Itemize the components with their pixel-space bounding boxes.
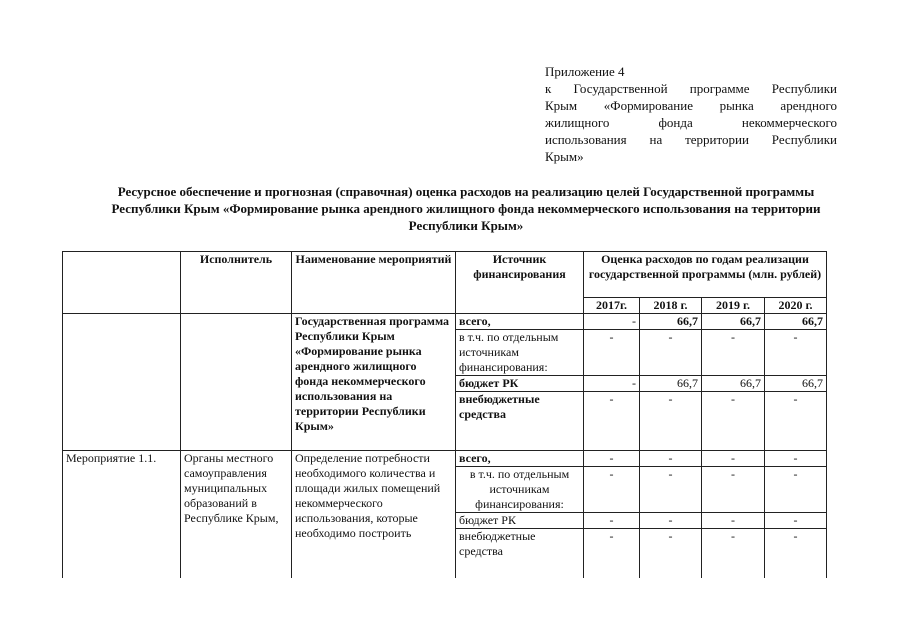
document-title: Ресурсное обеспечение и прогнозная (справочная) оценка расходов на реализацию целей Государственной программы Республики Крым «Формирование рынка арендного жилищного фонда некоммерческого использования на территории Республики Крым» (111, 184, 821, 233)
appendix-line-3: Крым «Формирование рынка арендного (545, 98, 837, 113)
program-budget-2020: 66,7 (765, 376, 827, 392)
header-year-2019: 2019 г. (702, 298, 765, 314)
event-source-total: всего, (456, 451, 584, 467)
event-total-2017: - (584, 451, 640, 467)
program-extrabudget-2019: - (702, 392, 765, 451)
table-row (63, 314, 827, 330)
program-executor-cell (181, 314, 292, 451)
appendix-line-4: жилищного фонда некоммерческого (545, 115, 837, 130)
header-row-1 (63, 252, 827, 298)
program-breakdown-2018: - (640, 330, 702, 376)
program-name: Государственная программа Республики Крым «Формирование рынка арендного жилищного фонда некоммерческого использования на территории Республики Крым» (292, 314, 456, 451)
event-extrabudget-2020: - (765, 529, 827, 590)
program-source-budget: бюджет РК (456, 376, 584, 392)
appendix-line-5: использования на территории Республики (545, 132, 837, 147)
event-name: Определение потребности необходимого количества и площади жилых помещений некоммерческого использования, которые необходимо построить (292, 451, 456, 590)
program-empty-cell (63, 314, 181, 451)
event-budget-2017: - (584, 513, 640, 529)
program-total-2019: 66,7 (702, 314, 765, 330)
header-year-2018: 2018 г. (640, 298, 702, 314)
event-source-breakdown: в т.ч. по отдельным источникам финансирования: (456, 467, 584, 513)
event-source-budget: бюджет РК (456, 513, 584, 529)
appendix-line-1: Приложение 4 (545, 64, 625, 79)
event-total-2019: - (702, 451, 765, 467)
event-breakdown-2019: - (702, 467, 765, 513)
resource-table (62, 251, 827, 590)
event-source-extrabudget: внебюджетные средства (456, 529, 584, 590)
header-year-2020: 2020 г. (765, 298, 827, 314)
event-breakdown-2017: - (584, 467, 640, 513)
event-executor: Органы местного самоуправления муниципальных образований в Республике Крым, (181, 451, 292, 590)
event-extrabudget-2017: - (584, 529, 640, 590)
event-label: Мероприятие 1.1. (63, 451, 181, 590)
event-extrabudget-2018: - (640, 529, 702, 590)
event-budget-2019: - (702, 513, 765, 529)
program-budget-2019: 66,7 (702, 376, 765, 392)
program-breakdown-2019: - (702, 330, 765, 376)
page-bottom-margin (0, 578, 905, 640)
program-breakdown-2017: - (584, 330, 640, 376)
table-row (63, 451, 827, 467)
event-breakdown-2020: - (765, 467, 827, 513)
program-budget-2017: - (584, 376, 640, 392)
appendix-line-6: Крым» (545, 149, 584, 164)
event-total-2018: - (640, 451, 702, 467)
event-extrabudget-2019: - (702, 529, 765, 590)
program-total-2018: 66,7 (640, 314, 702, 330)
event-total-2020: - (765, 451, 827, 467)
program-total-2017: - (584, 314, 640, 330)
event-breakdown-2018: - (640, 467, 702, 513)
program-breakdown-2020: - (765, 330, 827, 376)
header-source: Источник финансирования (456, 252, 584, 314)
event-budget-2020: - (765, 513, 827, 529)
header-year-2017: 2017г. (584, 298, 640, 314)
program-source-extrabudget: внебюджетные средства (456, 392, 584, 451)
program-extrabudget-2017: - (584, 392, 640, 451)
program-extrabudget-2020: - (765, 392, 827, 451)
program-budget-2018: 66,7 (640, 376, 702, 392)
header-estimate: Оценка расходов по годам реализации государственной программы (млн. рублей) (584, 252, 827, 298)
event-budget-2018: - (640, 513, 702, 529)
program-total-2020: 66,7 (765, 314, 827, 330)
program-source-total: всего, (456, 314, 584, 330)
appendix-line-2: к Государственной программе Республики (545, 81, 837, 96)
header-executor: Исполнитель (181, 252, 292, 314)
program-extrabudget-2018: - (640, 392, 702, 451)
header-event-name: Наименование мероприятий (292, 252, 456, 314)
appendix-note (545, 63, 837, 165)
header-empty-cell (63, 252, 181, 314)
program-source-breakdown: в т.ч. по отдельным источникам финансирования: (456, 330, 584, 376)
